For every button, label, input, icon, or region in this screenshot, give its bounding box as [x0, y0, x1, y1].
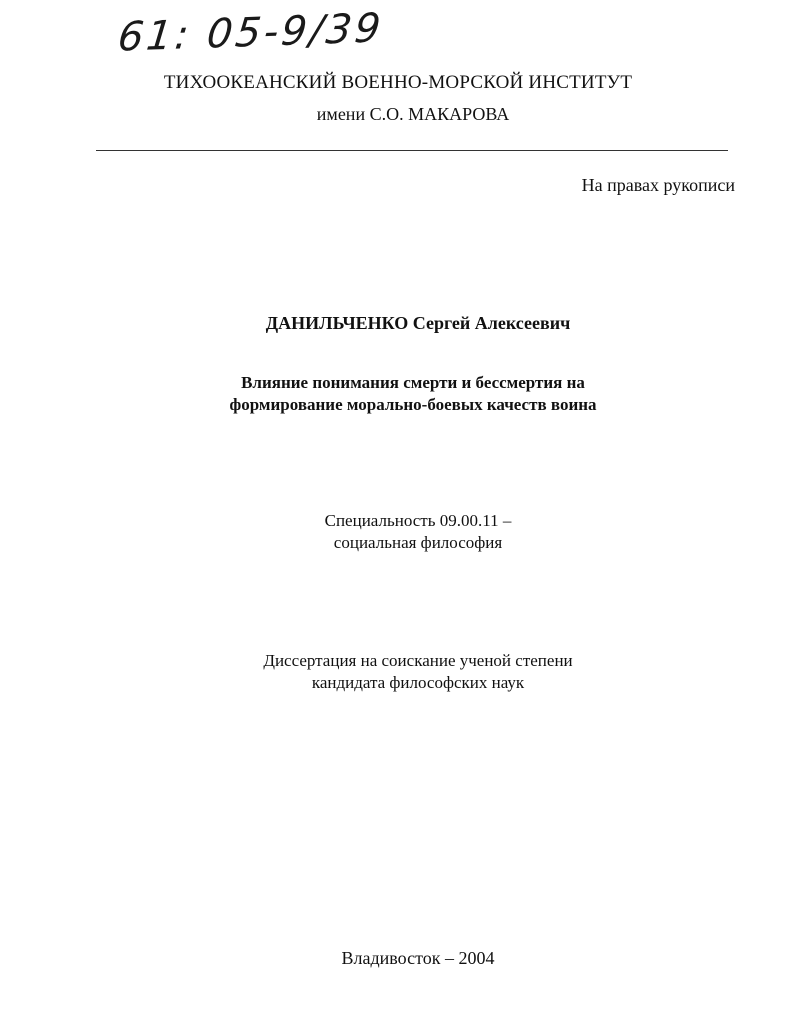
- specialty-block: [0, 510, 796, 554]
- header-divider: [96, 150, 728, 151]
- institute-named-after: имени С.О. МАКАРОВА: [316, 104, 510, 124]
- specialty-line-1: Специальность 09.00.11 –: [324, 511, 512, 530]
- author-name: ДАНИЛЬЧЕНКО Сергей Алексеевич: [265, 313, 571, 333]
- place-and-year: Владивосток – 2004: [341, 948, 495, 968]
- degree-line-2: кандидата философских наук: [311, 673, 525, 692]
- degree-block: [0, 650, 796, 694]
- dissertation-title: [0, 372, 796, 416]
- institute-name: ТИХООКЕАНСКИЙ ВОЕННО-МОРСКОЙ ИНСТИТУТ: [163, 72, 633, 93]
- specialty-line-2: социальная философия: [333, 533, 503, 552]
- handwritten-catalog-number: 61: 05-9/39: [115, 5, 386, 61]
- degree-line-1: Диссертация на соискание ученой степени: [263, 651, 573, 670]
- title-line-1: Влияние понимания смерти и бессмертия на: [241, 373, 585, 392]
- title-line-2: формирование морально-боевых качеств воина: [229, 395, 597, 414]
- rights-note: На правах рукописи: [581, 175, 735, 195]
